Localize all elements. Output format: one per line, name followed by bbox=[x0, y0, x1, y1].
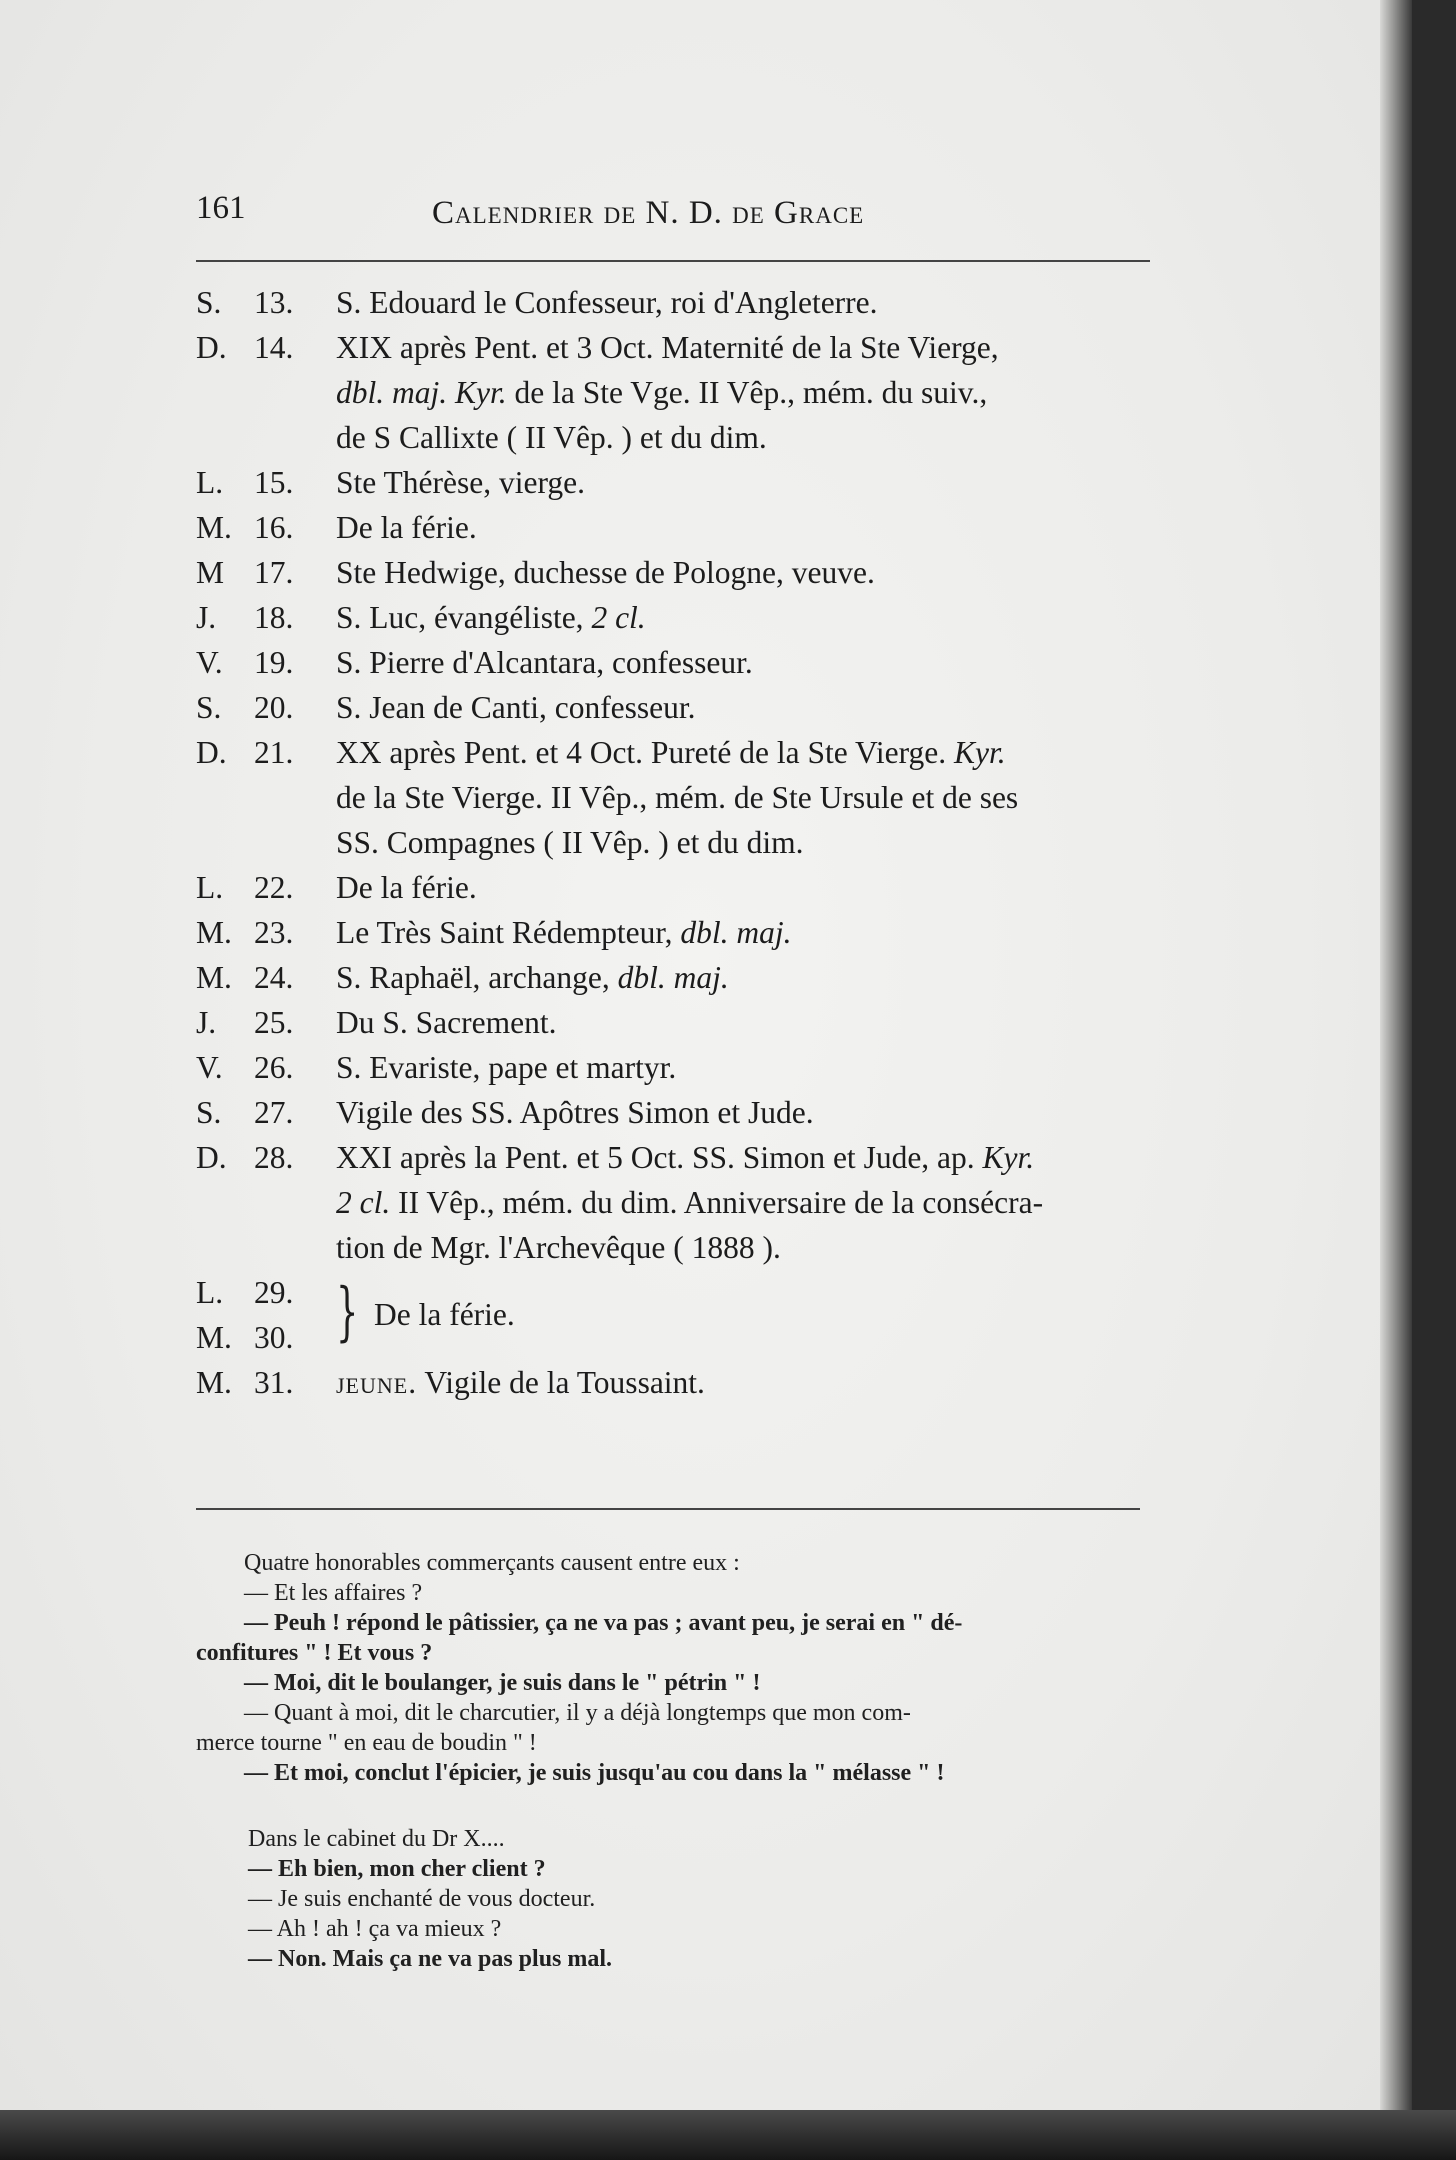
anecdote-merchants bbox=[196, 1548, 1136, 1788]
entry-date: 16. bbox=[254, 510, 294, 545]
entry-text bbox=[336, 910, 1156, 955]
calendar-entry bbox=[196, 280, 1156, 325]
entry-line: de la Ste Vierge. II Vêp., mém. de Ste Ursule et de ses bbox=[336, 780, 1019, 815]
entry-line: SS. Compagnes ( II Vêp. ) et du dim. bbox=[336, 825, 804, 860]
entry-date: 26. bbox=[254, 1050, 294, 1085]
entry-rank: Kyr. bbox=[982, 1140, 1035, 1175]
footer-rule bbox=[196, 1508, 1140, 1510]
running-title: Calendrier de N. D. de Grace bbox=[432, 195, 865, 231]
entry-date: 21. bbox=[254, 735, 294, 770]
entry-day: S. bbox=[196, 285, 222, 320]
entry-day: J. bbox=[196, 600, 217, 635]
entry-date: 31. bbox=[254, 1365, 294, 1400]
entry-date: 13. bbox=[254, 285, 294, 320]
anecdote-line: — Non. Mais ça ne va pas plus mal. bbox=[248, 1946, 613, 1972]
brace-text: De la férie. bbox=[374, 1297, 515, 1332]
entry-day: M. bbox=[196, 1320, 232, 1355]
entry-day: M. bbox=[196, 915, 232, 950]
calendar-entry bbox=[196, 955, 1156, 1000]
entry-text bbox=[336, 1360, 1156, 1405]
entry-day: S. bbox=[196, 690, 222, 725]
entry-date: 25. bbox=[254, 1005, 294, 1040]
entry-line: S. Luc, évangéliste, bbox=[336, 600, 592, 635]
anecdote-line: — Peuh ! répond le pâtissier, ça ne va pas ; avant peu, je serai en " dé- bbox=[244, 1610, 963, 1636]
entry-text: Du S. Sacrement. bbox=[336, 1005, 557, 1040]
entry-rank: 2 cl. bbox=[336, 1185, 391, 1220]
entry-day: L. bbox=[196, 1275, 224, 1310]
fast-label: jeune. bbox=[336, 1365, 418, 1400]
entry-text bbox=[336, 730, 1156, 865]
entry-date: 27. bbox=[254, 1095, 294, 1130]
anecdote-line: Quatre honorables commerçants causent entre eux : bbox=[244, 1550, 740, 1576]
entry-date: 29. bbox=[254, 1275, 294, 1310]
entry-line: tion de Mgr. l'Archevêque ( 1888 ). bbox=[336, 1230, 781, 1265]
calendar-entry bbox=[196, 1045, 1156, 1090]
entry-day: D. bbox=[196, 1140, 227, 1175]
entry-day: S. bbox=[196, 1095, 222, 1130]
entry-rank: dbl. maj. Kyr. bbox=[336, 375, 507, 410]
anecdote-line: confitures " ! Et vous ? bbox=[196, 1640, 433, 1666]
anecdote-line: — Quant à moi, dit le charcutier, il y a déjà longtemps que mon com- bbox=[244, 1700, 911, 1726]
entry-day: D. bbox=[196, 735, 227, 770]
entry-line: S. Raphaël, archange, bbox=[336, 960, 618, 995]
anecdote-line: — Je suis enchanté de vous docteur. bbox=[248, 1886, 596, 1912]
calendar-entry bbox=[196, 910, 1156, 955]
entry-text: Ste Hedwige, duchesse de Pologne, veuve. bbox=[336, 555, 875, 590]
entry-line: XIX après Pent. et 3 Oct. Maternité de la Ste Vierge, bbox=[336, 330, 999, 365]
page-binding-shadow bbox=[1380, 0, 1412, 2125]
entry-day: M bbox=[196, 555, 225, 590]
entry-date: 19. bbox=[254, 645, 294, 680]
calendar-entry bbox=[196, 1090, 1156, 1135]
entry-text bbox=[336, 955, 1156, 1000]
anecdote-line: — Moi, dit le boulanger, je suis dans le " pétrin " ! bbox=[244, 1670, 761, 1696]
calendar-entry bbox=[196, 550, 1156, 595]
entry-line: XX après Pent. et 4 Oct. Pureté de la Ste Vierge. bbox=[336, 735, 955, 770]
entry-day: M. bbox=[196, 1365, 232, 1400]
calendar-entry bbox=[196, 1360, 1156, 1405]
entry-text bbox=[336, 1135, 1156, 1270]
entry-date: 17. bbox=[254, 555, 294, 590]
entry-day: L. bbox=[196, 870, 224, 905]
calendar-entry bbox=[196, 640, 1156, 685]
calendar-entry bbox=[196, 460, 1156, 505]
entry-text: S. Edouard le Confesseur, roi d'Angleterre. bbox=[336, 285, 878, 320]
anecdote-line: merce tourne " en eau de boudin " ! bbox=[196, 1730, 537, 1756]
entry-date: 14. bbox=[254, 330, 294, 365]
entry-text: De la férie. bbox=[336, 870, 477, 905]
entry-day: J. bbox=[196, 1005, 217, 1040]
entry-text: Vigile des SS. Apôtres Simon et Jude. bbox=[336, 1095, 814, 1130]
entry-date: 30. bbox=[254, 1320, 294, 1355]
entry-day: M. bbox=[196, 960, 232, 995]
entry-day: L. bbox=[196, 465, 224, 500]
calendar-entries bbox=[196, 280, 1156, 1405]
anecdote-line: Dans le cabinet du Dr X.... bbox=[248, 1826, 505, 1852]
entry-text bbox=[336, 325, 1156, 460]
calendar-entry bbox=[196, 325, 1156, 460]
entry-date: 28. bbox=[254, 1140, 294, 1175]
entry-text: S. Evariste, pape et martyr. bbox=[336, 1050, 677, 1085]
entry-date: 22. bbox=[254, 870, 294, 905]
entry-date: 23. bbox=[254, 915, 294, 950]
anecdote-doctor bbox=[248, 1824, 948, 1974]
entry-text bbox=[336, 595, 1156, 640]
entry-line: de la Ste Vge. II Vêp., mém. du suiv., bbox=[506, 375, 988, 410]
calendar-entry bbox=[196, 1000, 1156, 1045]
entry-text: S. Jean de Canti, confesseur. bbox=[336, 690, 696, 725]
entry-text: Ste Thérèse, vierge. bbox=[336, 465, 586, 500]
entry-rank: 2 cl. bbox=[591, 600, 646, 635]
header-rule bbox=[196, 260, 1150, 262]
entry-line: XXI après la Pent. et 5 Oct. SS. Simon et Jude, ap. bbox=[336, 1140, 983, 1175]
entry-day: D. bbox=[196, 330, 227, 365]
entry-day: V. bbox=[196, 1050, 223, 1085]
entry-rank: Kyr. bbox=[954, 735, 1006, 770]
scan-border-right bbox=[1412, 0, 1456, 2160]
anecdote-line: — Ah ! ah ! ça va mieux ? bbox=[248, 1916, 502, 1942]
entry-line: de S Callixte ( II Vêp. ) et du dim. bbox=[336, 420, 767, 455]
scan-border-bottom bbox=[0, 2110, 1456, 2160]
entry-line: II Vêp., mém. du dim. Anniversaire de la consécra- bbox=[390, 1185, 1044, 1220]
calendar-entry bbox=[196, 685, 1156, 730]
entry-text: De la férie. bbox=[336, 510, 477, 545]
entry-day: M. bbox=[196, 510, 232, 545]
anecdote-line: — Et moi, conclut l'épicier, je suis jusqu'au cou dans la " mélasse " ! bbox=[244, 1760, 945, 1786]
entry-rank: dbl. maj. bbox=[680, 915, 792, 950]
brace-entry-group bbox=[196, 1270, 1156, 1360]
entry-date: 15. bbox=[254, 465, 294, 500]
calendar-entry bbox=[196, 730, 1156, 865]
entry-rank: dbl. maj. bbox=[617, 960, 729, 995]
entry-text: S. Pierre d'Alcantara, confesseur. bbox=[336, 645, 753, 680]
entry-day: V. bbox=[196, 645, 223, 680]
brace-icon: } bbox=[336, 1275, 359, 1349]
anecdote-line: — Eh bien, mon cher client ? bbox=[248, 1856, 546, 1882]
page-number: 161 bbox=[196, 190, 246, 226]
calendar-entry bbox=[196, 865, 1156, 910]
entry-date: 20. bbox=[254, 690, 294, 725]
calendar-entry bbox=[196, 505, 1156, 550]
calendar-entry bbox=[196, 595, 1156, 640]
entry-date: 24. bbox=[254, 960, 294, 995]
calendar-entry bbox=[196, 1135, 1156, 1270]
anecdote-line: — Et les affaires ? bbox=[244, 1580, 423, 1606]
entry-line: Le Très Saint Rédempteur, bbox=[336, 915, 681, 950]
page-header bbox=[196, 190, 1150, 250]
entry-date: 18. bbox=[254, 600, 294, 635]
entry-line: Vigile de la Toussaint. bbox=[417, 1365, 705, 1400]
